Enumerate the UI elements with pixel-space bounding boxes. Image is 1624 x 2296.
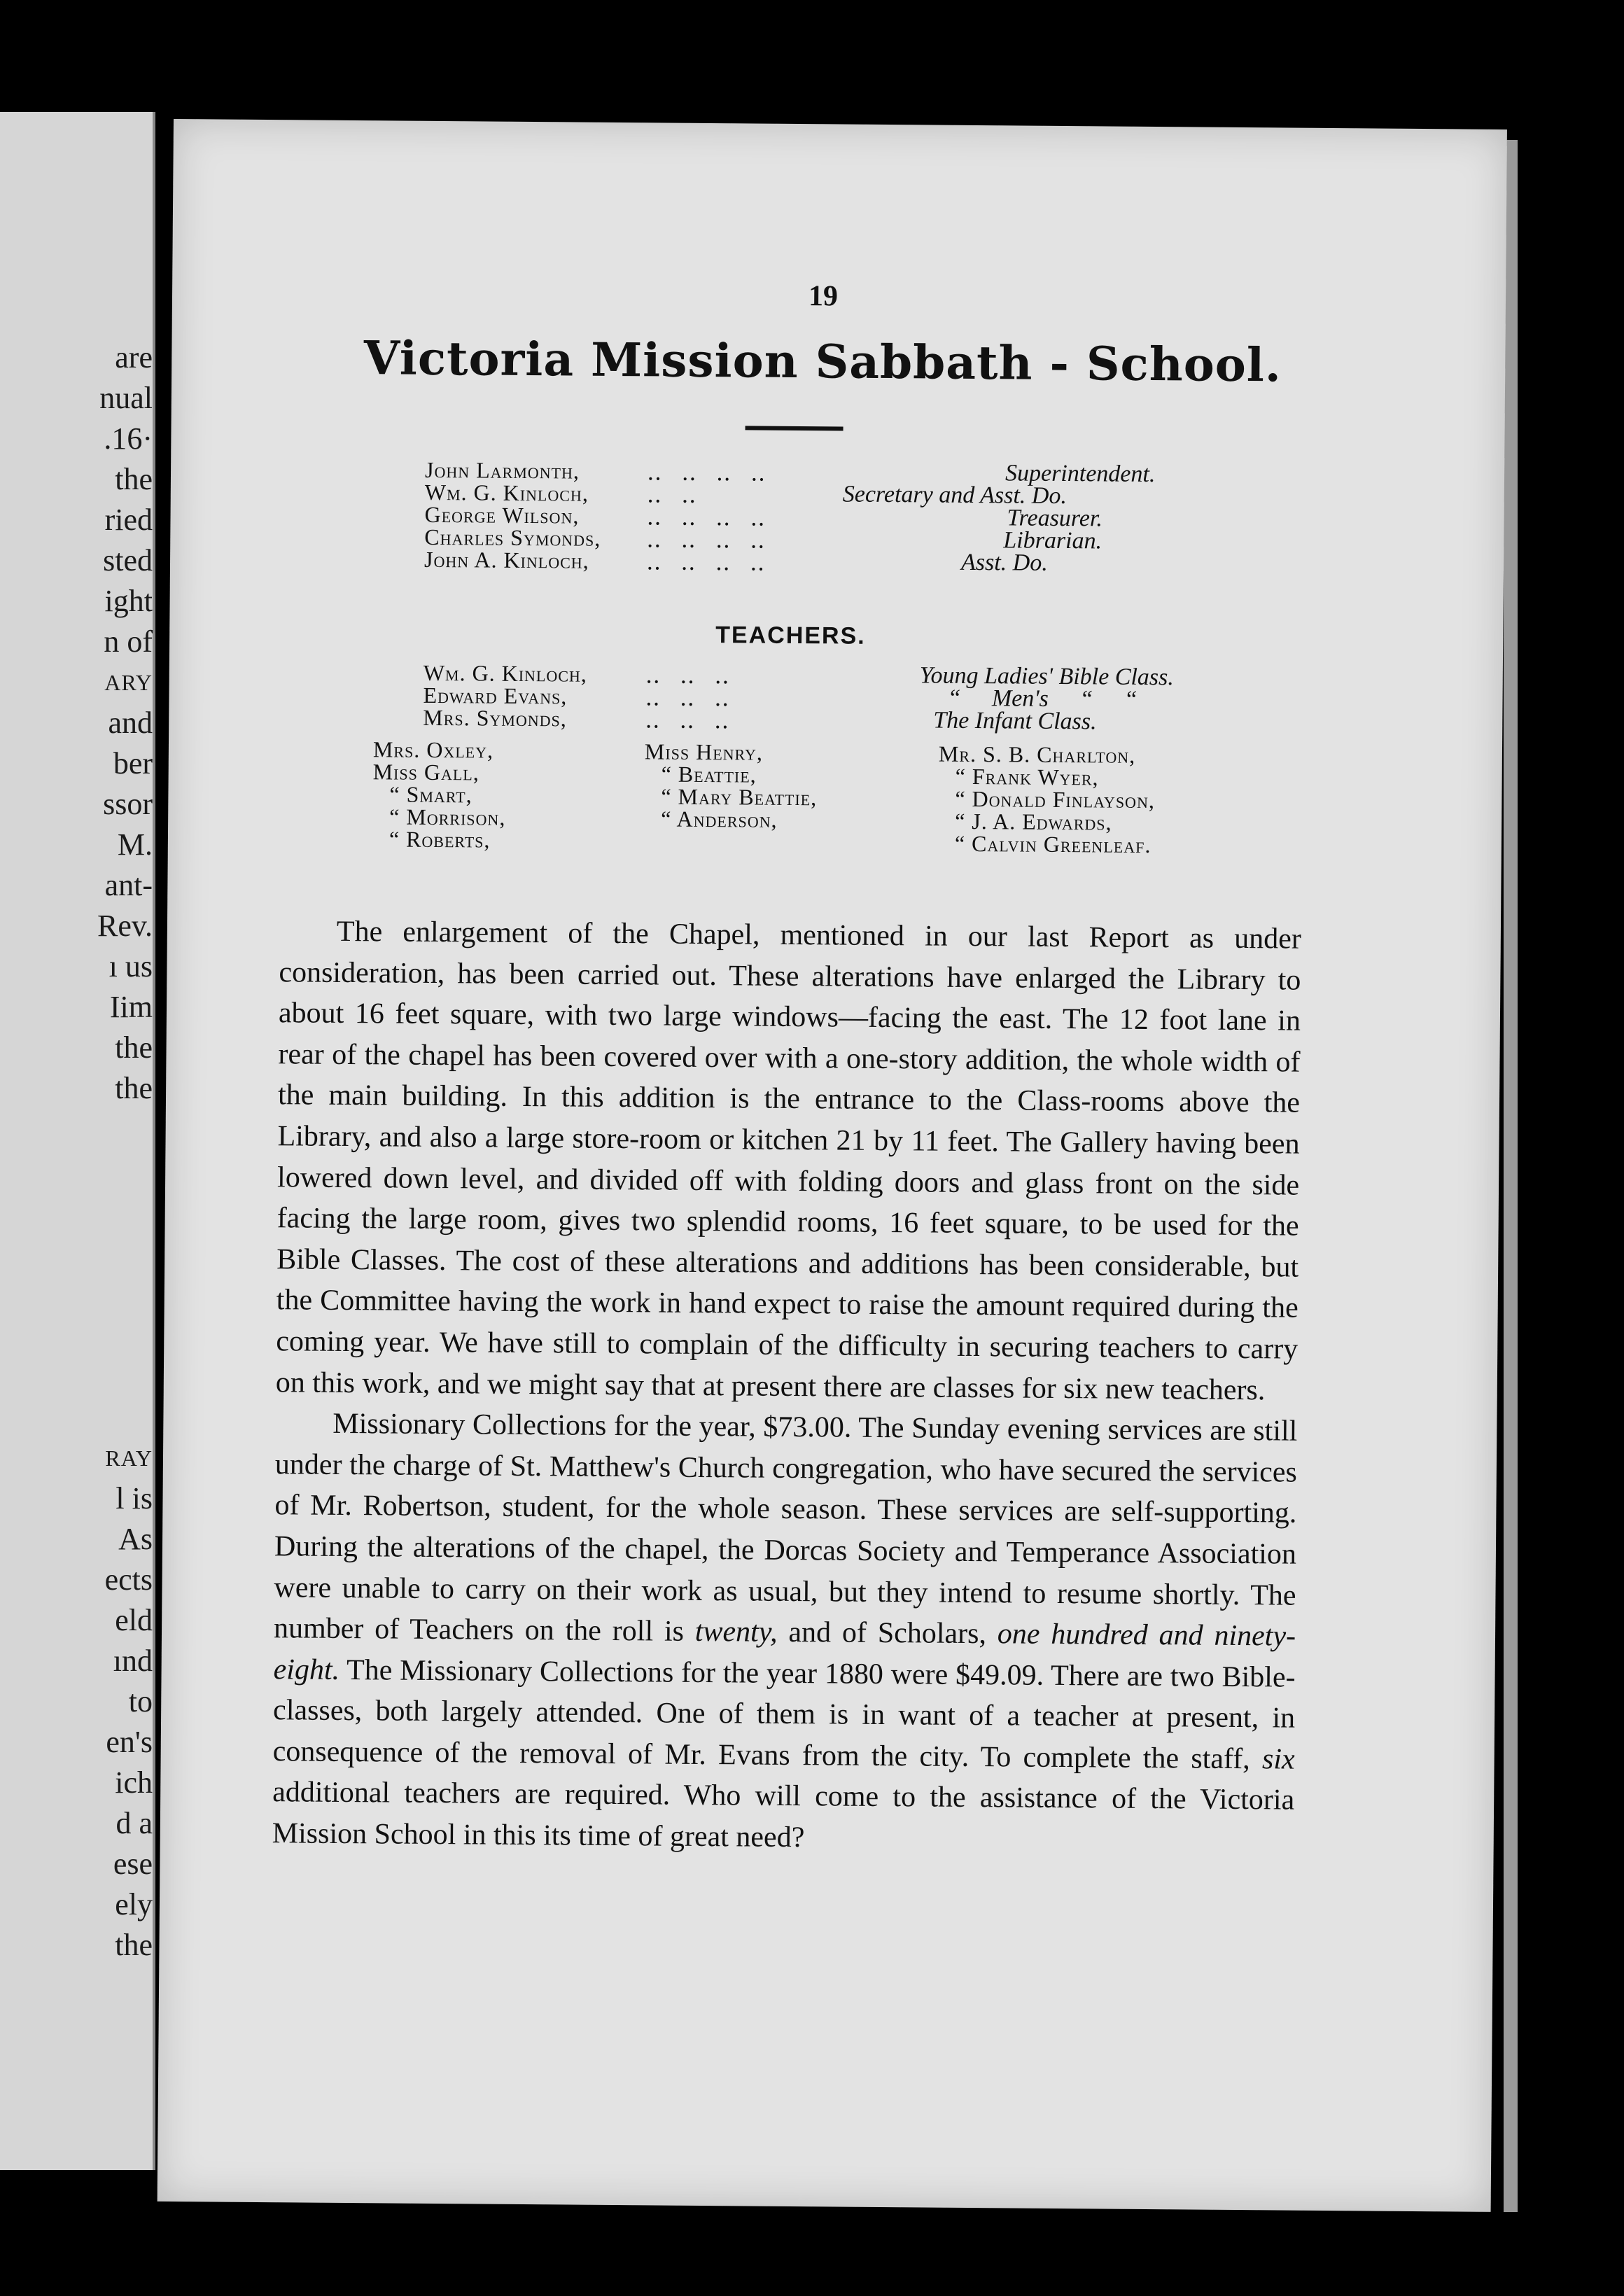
officer-name: John Larmonth,	[424, 456, 580, 484]
leader-dots: ‥‥‥	[645, 662, 749, 689]
officer-role: Superintendent.	[1004, 460, 1156, 488]
leader-dots: ‥‥‥‥	[645, 549, 785, 575]
title-divider	[746, 426, 844, 430]
left-page-line: ects	[104, 1562, 153, 1597]
officer-role: Treasurer.	[1007, 505, 1103, 532]
text-run: additional teachers are required. Who will come to the assistance of the Victoria Mission School in this its time of great need?	[272, 1776, 1295, 1854]
officer-name: Charles Symonds,	[424, 524, 601, 551]
left-page-line: the	[115, 1071, 153, 1105]
officer-role: Secretary and Asst. Do.	[842, 481, 1068, 510]
left-page-line: are	[115, 340, 153, 374]
leader-dots: ‥‥‥	[645, 707, 749, 734]
paragraph	[272, 1403, 1298, 1862]
left-page-line: sted	[103, 543, 153, 578]
left-page-line: the	[115, 1030, 153, 1065]
teacher-name: “ Morrison,	[389, 804, 506, 830]
teachers-heading: TEACHERS.	[715, 622, 866, 650]
left-page-line: ich	[115, 1765, 153, 1800]
left-page-line: ried	[104, 503, 153, 537]
teacher-name: “ Anderson,	[661, 806, 778, 832]
teacher-name: “ Frank Wyer,	[955, 763, 1099, 790]
left-page-line: ant-	[104, 868, 153, 902]
teacher-name: “ Beattie,	[661, 761, 757, 788]
left-page-line: en's	[106, 1725, 153, 1759]
page-title: Victoria Mission Sabbath - School.	[363, 330, 1282, 393]
left-page-line: ı us	[108, 949, 153, 983]
left-page-line: d a	[115, 1806, 153, 1840]
leader-dots: ‥‥‥	[645, 685, 749, 711]
officer-name: Wm. G. Kinloch,	[424, 479, 589, 506]
left-page-line: nual	[99, 381, 153, 415]
left-page-line: Iim	[109, 990, 153, 1024]
left-page-line: l is	[115, 1481, 153, 1516]
class-name: The Infant Class.	[933, 707, 1097, 735]
page-edge	[1504, 140, 1518, 2212]
left-page-line: ınd	[113, 1644, 153, 1678]
left-page-line: ely	[115, 1887, 153, 1921]
teacher-name: Mr. S. B. Charlton,	[938, 741, 1136, 768]
officer-role: Asst. Do.	[960, 549, 1048, 576]
teacher-name: “ Calvin Greenleaf.	[954, 830, 1152, 858]
left-page-line: ARY	[104, 670, 153, 695]
class-name: “ Men's “ “	[947, 685, 1138, 713]
left-page-line: and	[108, 706, 153, 740]
emphasis: twenty,	[694, 1616, 778, 1648]
leader-dots: ‥‥‥‥	[646, 459, 785, 486]
left-page-line: Rev.	[97, 909, 153, 943]
teacher-name: “ J. A. Edwards,	[955, 808, 1112, 835]
left-page-line: the	[115, 462, 153, 496]
officer-role: Librarian.	[1003, 527, 1102, 554]
text-run: The Missionary Collections for the year 1880 were $49.09. There are two Bible-classes, both largely attended. One of them is in want of a teacher at present, in consequence of the removal of Mr. Evans from the city. To complete the staff,	[272, 1653, 1296, 1776]
left-page-line: to	[128, 1684, 153, 1718]
text-run: Missionary Collections for the year, $73.00. The Sunday evening services are still under the charge of St. Matthew's Church congregation, who have secured the services of Mr. Robertson, student, for the whole season. These services are self-supporting. During the alterations of the chapel, the Dorcas Society and Temperance Association were unable to carry on their work as usual, but they intend to resume shortly. The number of Teachers on the roll is	[273, 1407, 1298, 1648]
emphasis: one hundred and ninety-eight.	[273, 1618, 1296, 1686]
left-page-line: ight	[104, 584, 153, 618]
leader-dots: ‥‥	[646, 482, 716, 508]
left-page-fragment	[0, 112, 155, 2170]
officer-name: George Wilson,	[424, 501, 580, 528]
left-page-line: ese	[113, 1847, 153, 1881]
left-page-line: n of	[104, 624, 153, 659]
teacher-name: “ Roberts,	[388, 826, 491, 853]
teacher-name: “ Smart,	[389, 781, 472, 808]
left-page-line: RAY	[105, 1446, 153, 1471]
body-text	[272, 911, 1302, 1862]
left-page-line: ber	[113, 746, 153, 780]
emphasis: six	[1261, 1743, 1295, 1776]
left-page-line: eld	[115, 1603, 153, 1637]
teacher-name: “ Mary Beattie,	[661, 783, 818, 811]
teacher-name: “ Donald Finlayson,	[955, 785, 1156, 813]
class-name: Young Ladies' Bible Class.	[919, 662, 1175, 691]
teacher-name: Mrs. Oxley,	[372, 736, 494, 763]
left-page-line: .16·	[104, 421, 153, 456]
left-page-line: M.	[117, 827, 153, 862]
left-page-line: ssor	[103, 787, 153, 821]
document-page	[158, 119, 1507, 2212]
text-run: and of Scholars,	[788, 1616, 987, 1651]
teacher-name: Miss Henry,	[644, 738, 764, 765]
teacher-name: Mrs. Symonds,	[423, 704, 567, 732]
page-number: 19	[808, 280, 839, 313]
left-page-line: As	[118, 1522, 153, 1556]
teacher-name: Wm. G. Kinloch,	[423, 659, 588, 687]
paragraph: The enlargement of the Chapel, mentioned in our last Report as under consideration, has been carried out. These alterations have enlarged the Library to about 16 feet square, with two large windows—facing the east. The 12 foot lane in rear of the chapel has been covered over with a one-story addition, the whole width of the main building. In this addition is the entrance to the Class-rooms above the Library, and also a large store-room or kitchen 21 by 11 feet. The Gallery having been lowered down level, and divided off with folding doors and glass front on the side facing the large room, gives two splendid rooms, 16 feet square, to be used for the Bible Classes. The cost of these alterations and additions has been considerable, but the Committee having the work in hand expect to raise the amount required during the coming year. We have still to complain of the difficulty in securing teachers to carry on this work, and we might say that at present there are classes for six new teachers.	[275, 915, 1302, 1406]
teacher-name: Miss Gall,	[372, 759, 479, 785]
leader-dots: ‥‥‥‥	[646, 504, 785, 531]
left-page-line: the	[115, 1928, 153, 1962]
teacher-name: Edward Evans,	[423, 682, 568, 709]
leader-dots: ‥‥‥‥	[646, 526, 785, 553]
officer-name: John A. Kinloch,	[424, 546, 589, 573]
